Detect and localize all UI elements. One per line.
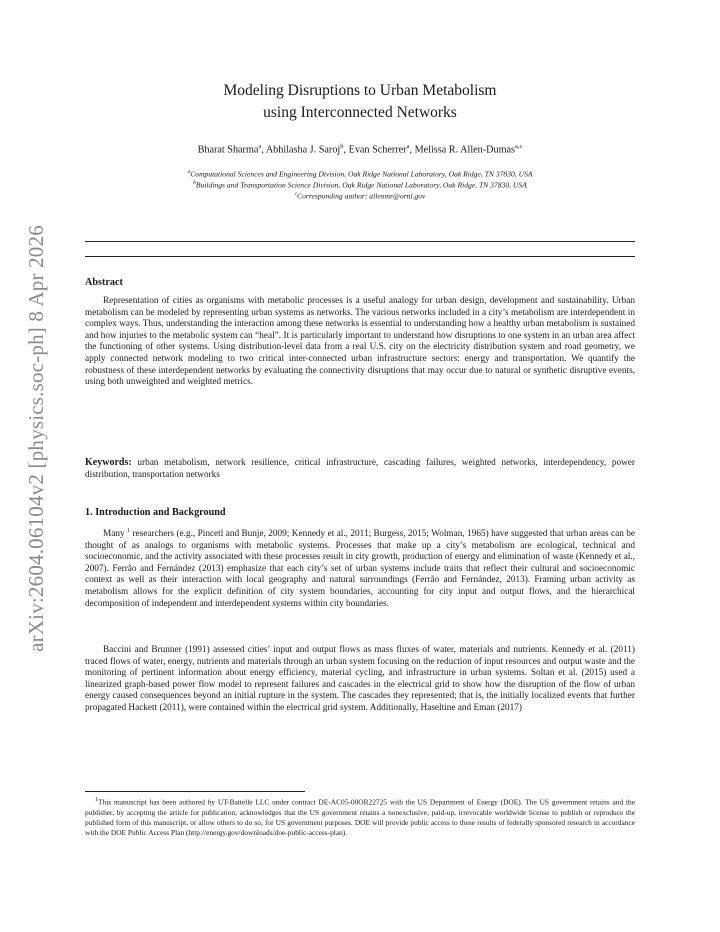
paragraph-start: Many — [103, 529, 125, 540]
author-affil-mark: b — [340, 143, 344, 150]
author-affil-mark: a,c — [515, 143, 523, 150]
footnote — [85, 795, 635, 838]
affiliation-text: Buildings and Transportation Science Division, Oak Ridge National Laboratory, Oak Ridge, TN 37830, USA — [195, 180, 527, 190]
paper-title-line-1: Modeling Disruptions to Urban Metabolism — [223, 82, 497, 99]
keywords-text: urban metabolism, network resilience, critical infrastructure, cascading failures, weighted networks, interdependency, power distribution, transportation networks — [85, 458, 635, 480]
affiliation-mark: a — [187, 169, 191, 175]
footnote-rule — [85, 791, 305, 792]
footnote-reference: 1 — [127, 528, 131, 534]
affiliation-text: Corresponding author; allenmr@ornl.gov — [297, 191, 426, 201]
corresponding-author — [85, 189, 635, 202]
author-affil-mark: a — [406, 143, 410, 150]
author-affil-mark: a — [258, 143, 262, 150]
author-name: Evan Scherrer — [348, 144, 407, 156]
affiliation-mark: c — [294, 191, 298, 197]
header-rule — [85, 256, 635, 257]
abstract-body: Representation of cities as organisms with metabolic processes is a useful analogy for urban design, development and sustainability. Urban metabolism can be modeled by representing urban systems as networks. The various networks included in a city’s metabolism are interdependent in complex ways. Thus, understanding the interaction among these networks is essential to understanding how a healthy urban metabolism is sustained and how injuries to the metabolic system can “heal”. It is particularly important to understand how disruptions to one system in an urban area affect the functioning of other systems. Using distribution-level data from a real U.S. city on the electricity distribution system and road geometry, we apply connected network modeling to two critical inter-connected urban infrastructure sectors: energy and transportation. We quantify the robustness of these interdependent networks by evaluating the connectivity disruptions that may occur due to natural or synthetic disruptive events, using both unweighted and weighted metrics. — [85, 296, 635, 388]
author-name: Bharat Sharma — [197, 144, 259, 156]
abstract-heading: Abstract — [85, 277, 123, 288]
author-list: Bharat Sharma$^a$, Abhilasha J. Saroj$^b$, Evan Scherrer$^a$, Melissa R. Allen-Dumas$^{a,c}$ — [197, 143, 523, 156]
keywords-label: Keywords: — [85, 457, 132, 468]
affiliation-text: Computational Sciences and Engineering Division, Oak Ridge National Laboratory, Oak Ridge, TN 37830, USA — [190, 169, 533, 179]
body-paragraph — [85, 526, 635, 610]
author-name: Abhilasha J. Saroj — [265, 144, 341, 156]
paper-title-line-2: using Interconnected Networks — [263, 104, 457, 121]
arxiv-id: arXiv:2604.06104v2 [physics.soc-ph] 8 Apr 2026 — [23, 224, 48, 652]
footnote-mark: 1 — [95, 797, 98, 803]
author-name: Melissa R. Allen-Dumas — [414, 144, 516, 156]
footnote-text: This manuscript has been authored by UT-Battelle LLC under contract DE-AC05-00OR22725 with the US Department of Energy (DOE). The US government retains and the publisher, by accepting the article for publication, acknowledges that the US government retains a nonexclusive, paid-up, irrevocable worldwide license to publish or reproduce the published form of this manuscript, or allow others to do so, for US government purposes. DOE will provide public access to these results of federally sponsored research in accordance with the DOE Public Access Plan (http://energy.gov/downloads/doe-public-access-plan). — [85, 797, 635, 838]
section-heading: 1. Introduction and Background — [85, 507, 226, 518]
arxiv-stamp — [18, 218, 54, 658]
affiliation-mark: b — [193, 180, 196, 186]
header-rule — [85, 241, 635, 242]
paragraph-rest: researchers (e.g., Pincetl and Bunje, 2009; Kennedy et al., 2011; Burgess, 2015; Wolman, 1965) have suggested that urban areas can be thought of as analogs to organisms with metabolic systems. Processes that make up a city’s metabolism are ecological, technical and socioeconomic, and the activity associated with these processes result in city growth, production of energy and elimination of waste (Kennedy et al., 2007). Ferrão and Fernández (2013) emphasize that each city’s set of urban systems include traits that reflect their cultural and socioeconomic context as well as their interaction with local geography and natural surroundings (Ferrão and Fernández, 2013). Framing urban activity as metabolism allows for the explicit definition of city system boundaries, accounting for city input and output flows, and the hierarchical decomposition of independent and interdependent systems within city boundaries. — [85, 529, 635, 609]
body-paragraph: Baccini and Brunner (1991) assessed cities’ input and output flows as mass fluxes of water, materials and nutrients. Kennedy et al. (2011) traced flows of water, energy, nutrients and materials through an urban system focusing on the reduction of input resources and output waste and the monitoring of pertinent information about energy efficiency, material cycling, and infrastructure in urban systems. Soltan et al. (2015) used a linearized graph-based power flow model to represent failures and cascades in the electrical grid to show how the disruption of the flow of urban energy caused consequences beyond an initial rupture in the system. The cascades they represented; that is, the initially localized events that further propagated Hackett (2011), were contained within the electrical grid system. Additionally, Haseltine and Eman (2017) — [85, 645, 635, 713]
keywords — [85, 457, 635, 481]
